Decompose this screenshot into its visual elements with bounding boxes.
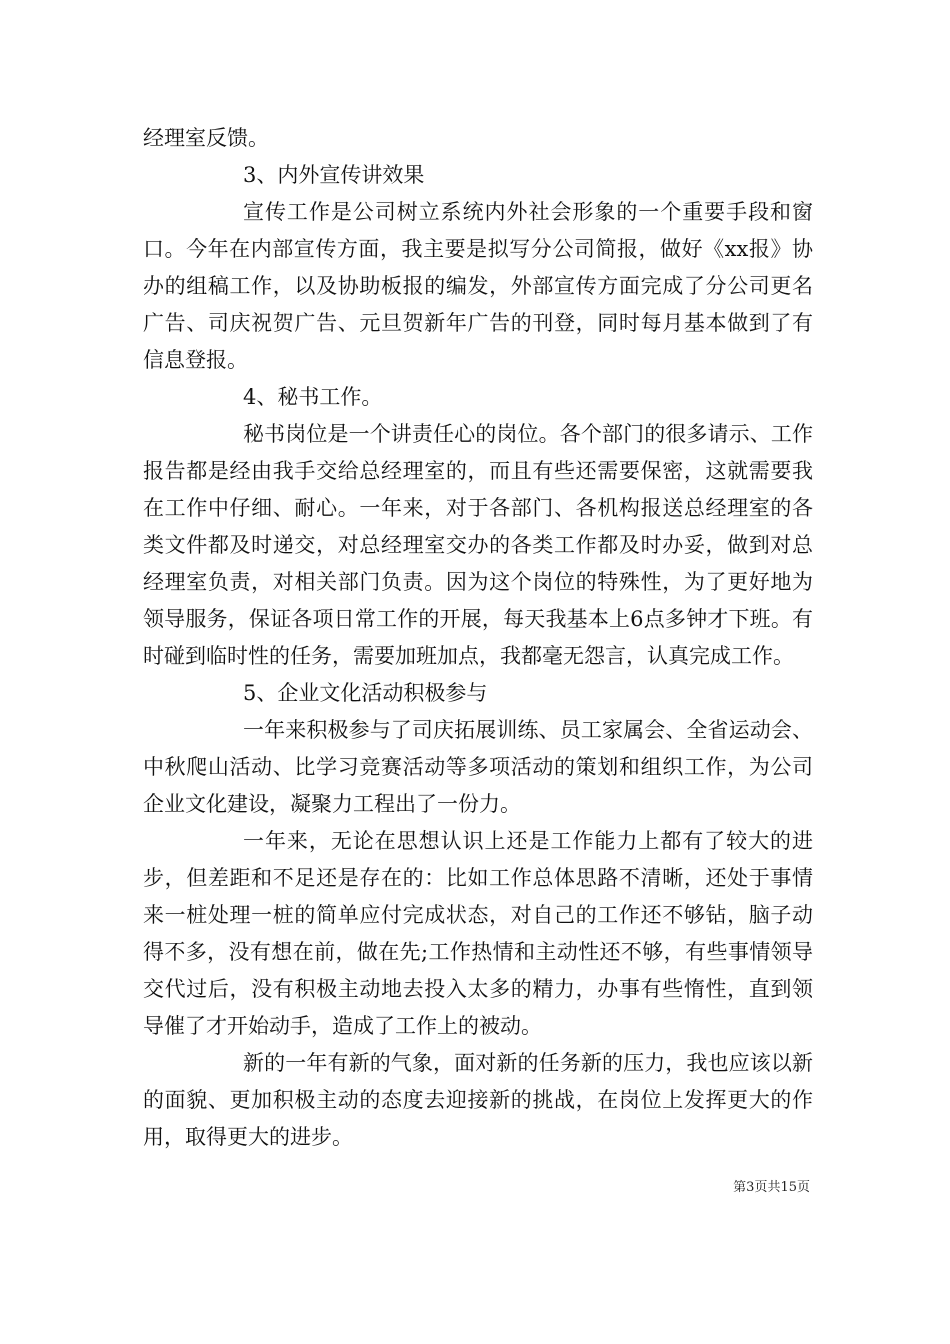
paragraph: 一年来积极参与了司庆拓展训练、员工家属会、全省运动会、中秋爬山活动、比学习竞赛活动等多项活动的策划和组织工作，为公司企业文化建设，凝聚力工程出了一份力。 [143,718,813,816]
paragraph: 秘书岗位是一个讲责任心的岗位。各个部门的很多请示、工作报告都是经由我手交给总经理室的，而且有些还需要保密，这就需要我在工作中仔细、耐心。一年来，对于各部门、各机构报送总经理室的各类文件都及时递交，对总经理室交办的各类工作都及时办妥，做到对总经理室负责，对相关部门负责。因为这个岗位的特殊性，为了更好地为领导服务，保证各项日常工作的开展，每天我基本上6点多钟才下班。有时碰到临时性的任务，需要加班加点，我都毫无怨言，认真完成工作。 [143,422,813,668]
paragraph: 宣传工作是公司树立系统内外社会形象的一个重要手段和窗口。今年在内部宣传方面，我主要是拟写分公司简报，做好《xx报》协办的组稿工作，以及协助板报的编发，外部宣传方面完成了分公司更名广告、司庆祝贺广告、元旦贺新年广告的刊登，同时每月基本做到了有信息登报。 [143,200,813,372]
document-body [143,120,813,1156]
section-heading: 4、秘书工作。 [243,385,383,409]
page-number-footer: 第3页共15页 [733,1180,810,1195]
section-heading: 5、企业文化活动积极参与 [243,681,488,705]
paragraph: 经理室反馈。 [143,126,269,150]
paragraph: 新的一年有新的气象，面对新的任务新的压力，我也应该以新的面貌、更加积极主动的态度去迎接新的挑战，在岗位上发挥更大的作用，取得更大的进步。 [143,1051,813,1149]
paragraph: 一年来，无论在思想认识上还是工作能力上都有了较大的进步，但差距和不足还是存在的：比如工作总体思路不清晰，还处于事情来一桩处理一桩的简单应付完成状态，对自己的工作还不够钻，脑子动得不多，没有想在前，做在先;工作热情和主动性还不够，有些事情领导交代过后，没有积极主动地去投入太多的精力，办事有些惰性，直到领导催了才开始动手，造成了工作上的被动。 [143,829,813,1038]
section-heading: 3、内外宣传讲效果 [243,163,425,187]
